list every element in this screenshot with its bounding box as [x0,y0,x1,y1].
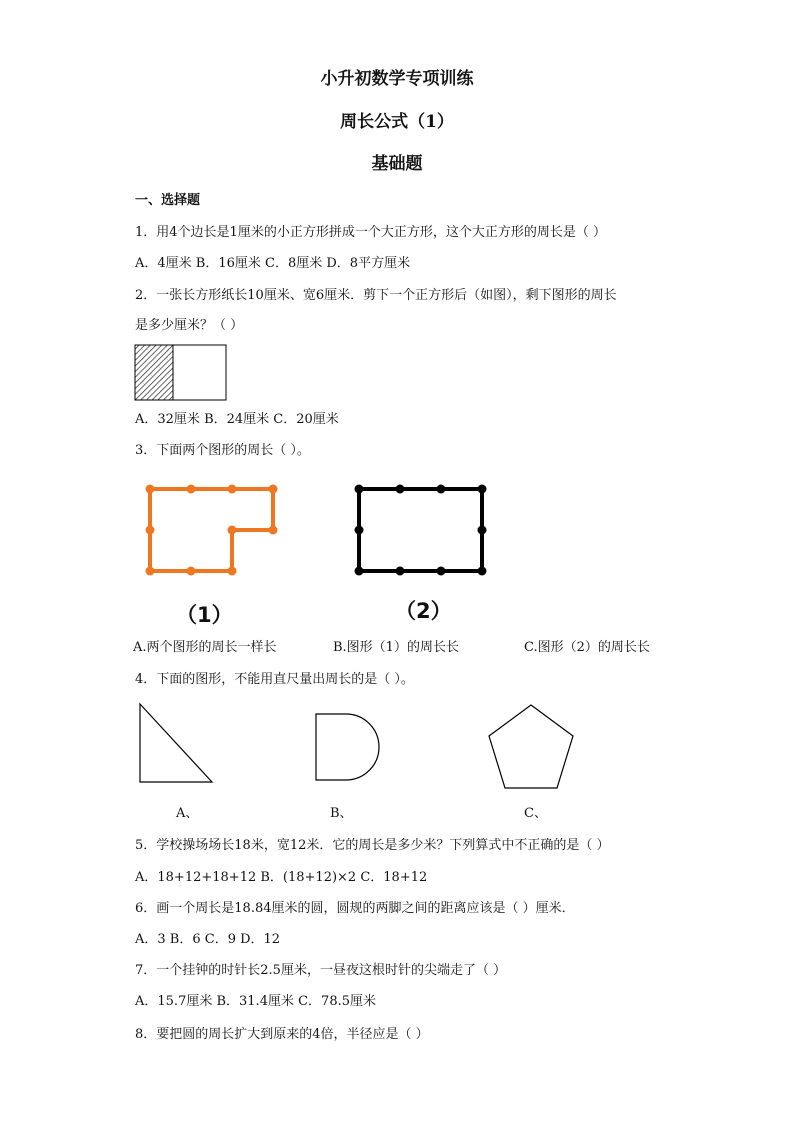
question-3-figure-2 [350,480,495,580]
question-3-option-b: B.图形（1）的周长长 [333,640,459,655]
question-6-stem: 6．画一个周长是18.84厘米的圆，圆规的两脚之间的距离应该是（ ）厘米． [135,901,575,916]
question-5-options: A．18+12+18+12 B．(18+12)×2 C．18+12 [135,870,428,885]
orange-shape-outline [150,489,273,571]
question-4-semicircle-figure [312,710,384,782]
remaining-rectangle [173,345,226,400]
cut-square [135,345,173,400]
figure-c-label: C、 [524,806,547,821]
section-heading: 一、选择题 [135,193,201,208]
question-3-stem: 3．下面两个图形的周长（ ）。 [135,443,310,458]
page-title: 小升初数学专项训练 [320,69,474,89]
figure-2-label: （2） [395,599,452,623]
question-2-stem-line2: 是多少厘米？（ ） [135,318,244,333]
question-2-rectangle-figure [134,344,230,402]
figure-b-label: B、 [330,806,353,821]
question-7-options: A．15.7厘米 B．31.4厘米 C．78.5厘米 [135,994,376,1009]
question-3-figure-1 [140,480,290,580]
page-subtitle: 周长公式（1） [340,112,454,132]
question-3-option-c: C.图形（2）的周长长 [524,640,650,655]
figure-a-label: A、 [176,806,199,821]
question-5-stem: 5．学校操场场长18米，宽12米．它的周长是多少米？下列算式中不正确的是（ ） [135,838,610,853]
difficulty-heading: 基础题 [371,154,423,174]
question-3-option-a: A.两个图形的周长一样长 [133,640,277,655]
figure-1-label: （1） [176,603,233,627]
question-7-stem: 7．一个挂钟的时针长2.5厘米，一昼夜这根时针的尖端走了（ ） [135,963,507,978]
black-dots [355,485,487,576]
question-8-stem: 8．要把圆的周长扩大到原来的4倍，半径应是（ ） [135,1027,429,1042]
question-2-options: A．32厘米 B．24厘米 C．20厘米 [135,412,339,427]
black-rectangle-outline [359,489,482,571]
question-4-pentagon-figure [484,700,578,794]
question-6-options: A．3 B．6 C．9 D．12 [135,932,281,947]
question-2-stem-line1: 2．一张长方形纸长10厘米、宽6厘米．剪下一个正方形后（如图），剩下图形的周长 [135,288,617,303]
question-1-stem: 1．用4个边长是1厘米的小正方形拼成一个大正方形，这个大正方形的周长是（ ） [135,225,606,240]
question-4-stem: 4．下面的图形，不能用直尺量出周长的是（ ）。 [135,672,414,687]
question-4-triangle-figure [136,700,218,786]
question-1-options: A．4厘米 B．16厘米 C．8厘米 D．8平方厘米 [135,256,411,271]
